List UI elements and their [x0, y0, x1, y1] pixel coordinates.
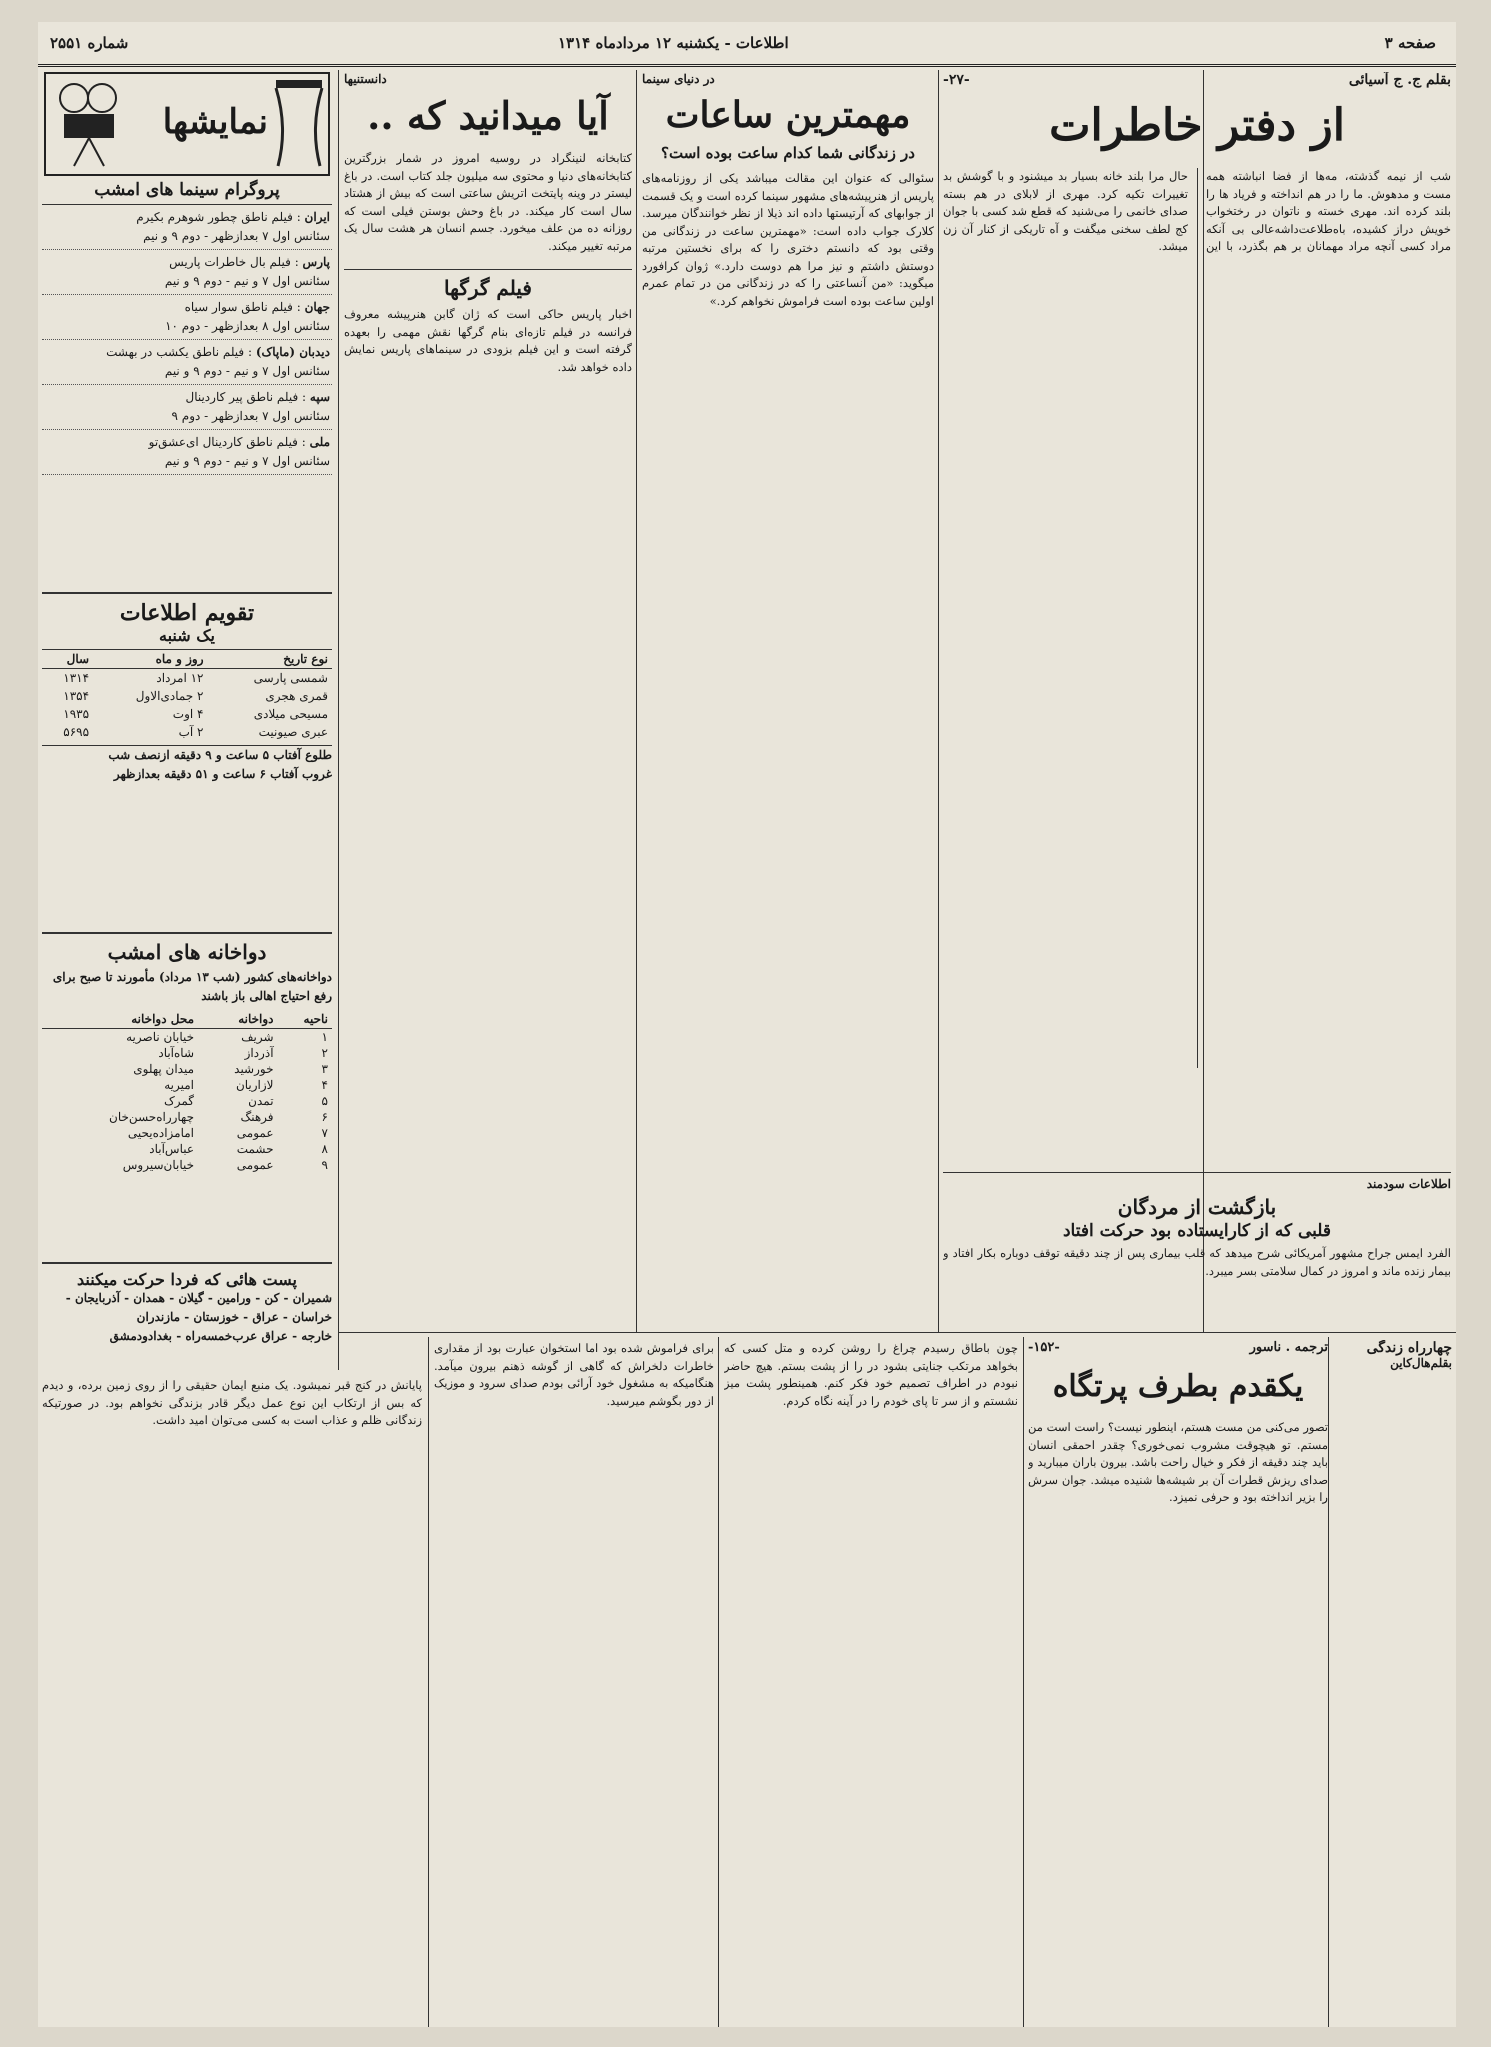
pharmacy-note: دواخانه‌های کشور (شب ۱۳ مرداد) مأمورند تا صبح برای رفع احتیاج اهالی باز باشند	[52, 970, 332, 1003]
bottom-column-text: پایانش در کنج قبر نمیشود. یک منبع ایمان حقیقی را از روی زمین برده، و دیدم که بس از ارتکاب این نوع عمل دیگر قادر بزندگی نخواهم بود. در صورتیکه زندگانی ظلم و عذاب است به کسی می‌توان امید داشت.	[42, 1378, 422, 1427]
program-title: پروگرام سینما های امشب	[42, 180, 332, 205]
column-rule	[938, 70, 939, 1332]
pharmacy-cell: خیابان ناصریه	[126, 1030, 195, 1044]
table-row	[42, 1125, 332, 1141]
pharmacy-cell: تمدن	[248, 1094, 274, 1108]
cinema-film: فیلم ناطق کاردینال ای‌عشق‌تو	[148, 435, 298, 449]
facts-body: کتابخانه لنینگراد در روسیه امروز در شمار بزرگترین کتابخانه‌های دنیا و محتوی سه میلیون جلد کتاب است. در باغ لیستر در وینه پایتخت اتریش ساعتی است که بیش از هشتاد سال است کار میکند. در باغ وحش بوستن فیلی است که روزانه ده من علف میخورد. جسم انسان هر هشت سال یک مرتبه تغییر میکند.	[344, 151, 632, 253]
story-section: چهارراه زندگی	[1366, 1340, 1452, 1356]
newspaper-page	[38, 22, 1456, 2027]
pharmacy-cell: عمومی	[236, 1158, 274, 1172]
cinema-entry: ایران : فیلم ناطق چطور شوهرم بکیرم سئانس اول ۷ بعدازظهر - دوم ۹ و نیم	[42, 205, 332, 250]
cinema-logo	[44, 72, 330, 176]
calendar-header: سال	[66, 652, 90, 666]
column-rule	[338, 70, 339, 1370]
calendar-header: روز و ماه	[155, 652, 204, 666]
cinema-shows: سئانس اول ۷ بعدازظهر - دوم ۹	[171, 409, 330, 423]
calendar-cell: ۱۹۳۵	[63, 707, 90, 721]
cinema-name: ایران	[304, 210, 330, 224]
table-row	[42, 1093, 332, 1109]
clock-subtitle: در زندگانی شما کدام ساعت بوده است؟	[661, 144, 915, 162]
table-row	[42, 687, 332, 705]
memoir-title: از دفتر خاطرات	[1049, 100, 1345, 151]
clock-section: در دنیای سینما	[642, 72, 715, 86]
cinema-film: فیلم ناطق چطور شوهرم بکیرم	[136, 210, 293, 224]
cinema-film: فیلم ناطق یکشب در بهشت	[106, 345, 245, 359]
post-box	[42, 1262, 332, 1346]
pharmacy-cell: خیابان‌سیروس	[122, 1158, 195, 1172]
story-article	[1028, 1340, 1328, 2024]
pharmacy-cell: ۹	[321, 1158, 328, 1172]
pharmacy-title: دواخانه های امشب	[107, 940, 267, 964]
pharmacy-cell: ۱	[321, 1030, 328, 1044]
calendar-cell: ۴ اوت	[172, 707, 204, 721]
cinema-film: فیلم ناطق سوار سیاه	[184, 300, 293, 314]
cinema-logo-label: نمایشها	[162, 102, 268, 142]
pharmacy-cell: شاه‌آباد	[158, 1046, 195, 1060]
pharmacy-cell: ۴	[321, 1078, 328, 1092]
pharmacy-box	[42, 932, 332, 1173]
post-title: پست هائی که فردا حرکت میکنند	[77, 1270, 297, 1289]
table-row	[42, 1141, 332, 1157]
cinema-shows: سئانس اول ۸ بعدازظهر - دوم ۱۰	[165, 319, 330, 333]
story-body: تصور می‌کنی من مست هستم، اینطور نیست؟ راست است من مستم. تو هیچوقت مشروب نمی‌خوری؟ چقدر احمقی انسان باید چند دقیقه از فکر و خیال راحت باشد. بیرون باران میبارید و صدای ریزش قطرات آن بر شیشه‌ها شنیده میشد. جوان سرش را بزیر انداخته بود و حرفی نمیزد.	[1028, 1420, 1328, 1504]
issue-number: شماره ۲۵۵۱	[50, 34, 129, 52]
cinema-film: فیلم بال خاطرات پاریس	[169, 255, 291, 269]
table-row	[42, 1157, 332, 1173]
pharmacy-cell: میدان پهلوی	[133, 1062, 195, 1076]
memoir-byline: بقلم ج. ج آسیائی	[1348, 72, 1451, 88]
column-rule	[1328, 1337, 1329, 2027]
memoir-body: شب از نیمه گذشته، مه‌ها از فضا انباشته همه مست و مدهوش. ما را در هم انداخته و فریاد ها را بلند کرده اند. مهری خسته و ناتوان در رختخواب خویش دراز کشیده، باه‌طلاعت‌داشه‌عالی بی آنکه مراد کسی آنچه مراد مهمانان بر هم بگذرد، با این حال مرا بلند خانه بسیار بد میشنود و با گوشش بد تغییرات تکیه کرد. مهری از لابلای در هم بسته صدای خانمی را می‌شنید که قطع شد کسی با جوان کج لطف سخنی میگفت و آه تاریکی از کنار آن زن میشد.	[943, 169, 1451, 253]
table-row	[42, 1045, 332, 1061]
film-title: فیلم گرگها	[344, 269, 632, 300]
clock-body: سئوالی که عنوان این مقالت میباشد یکی از روزنامه‌های پاریس از هنرپیشه‌های مشهور سینما کرده است و یک قسمت از جوابهای که آرتیستها داده اند ذیلا از نظر خوانندگان میرسد. کلارک جواب داده است: «مهمترین ساعت در زندگانی من وقتی بود که دانستم دختری را که برای نخستین مرتبه دوستش داشتم و نیز مرا هم دوست دارد.» ژوان کرافورد میگوید: «من آنساعتی را که در زندگانی من در تمام عمرم اولین ساعت بوده است فراموش نخواهم کرد.»	[642, 171, 934, 308]
pharmacy-header: ناحیه	[303, 1012, 328, 1026]
calendar-title: تقویم اطلاعات	[119, 600, 255, 626]
cinema-list	[42, 205, 332, 475]
pharmacy-header: دواخانه	[238, 1012, 274, 1026]
facts-article	[344, 72, 632, 1327]
table-row	[42, 723, 332, 741]
cinema-name: سپه	[309, 390, 330, 404]
pharmacy-cell: چهارراه‌حسن‌خان	[109, 1110, 195, 1124]
pharmacy-cell: عمومی	[236, 1126, 274, 1140]
calendar-cell: عبری صیونیت	[258, 725, 328, 739]
table-row	[42, 669, 332, 688]
pharmacy-cell: خورشید	[234, 1062, 274, 1076]
pharmacy-cell: ۳	[321, 1062, 328, 1076]
cinema-program	[42, 180, 332, 475]
pharmacy-cell: لازاریان	[235, 1078, 274, 1092]
calendar-cell: قمری هجری	[265, 689, 328, 703]
facts-title: آیا میدانید که ..	[367, 93, 609, 138]
calendar-cell: ۱۲ امرداد	[156, 671, 204, 685]
pharmacy-cell: حشمت	[236, 1142, 274, 1156]
facts-section: دانستنیها	[344, 72, 387, 86]
projector-icon	[54, 78, 124, 168]
pharmacy-cell: ۶	[321, 1110, 328, 1124]
curtain-icon	[274, 78, 324, 168]
memoir-serial: -۲۷-	[943, 72, 970, 88]
pharmacy-header: محل دواخانه	[131, 1012, 195, 1026]
cinema-entry: پارس : فیلم بال خاطرات پاریس سئانس اول ۷ و نیم - دوم ۹ و نیم	[42, 250, 332, 295]
sunset-line: غروب آفتاب ۶ ساعت و ۵۱ دقیقه بعدازظهر	[113, 767, 332, 781]
cinema-shows: سئانس اول ۷ و نیم - دوم ۹ و نیم	[164, 364, 330, 378]
story-header	[1334, 1340, 1452, 2024]
sunrise-line: طلوع آفتاب ۵ ساعت و ۹ دقیقه ازنصف شب	[42, 745, 332, 765]
calendar-cell: ۵۶۹۵	[63, 725, 90, 739]
cinema-name: پارس	[302, 255, 330, 269]
pharmacy-cell: آذرداز	[244, 1046, 274, 1060]
pharmacy-cell: امیریه	[164, 1078, 195, 1092]
pharmacy-cell: امامزاده‌یحیی	[127, 1126, 195, 1140]
masthead	[38, 22, 1456, 67]
cinema-entry: دیدبان (ماپاک) : فیلم ناطق یکشب در بهشت سئانس اول ۷ و نیم - دوم ۹ و نیم	[42, 340, 332, 385]
pharmacy-cell: ۸	[321, 1142, 328, 1156]
bottom-column-text: برای فراموش شده بود اما استخوان عبارت بود از مقداری خاطرات دلخراش که گاهی از گوشه ذهنم بیرون میآمد. هنگامیکه به مشغول خود آرائی بودم صدای سرود و موزیک از دور بگوشم میرسید.	[434, 1341, 714, 1408]
story-translator: ترجمه . ناسور	[1249, 1340, 1328, 1355]
notice-body: الفرد ایمس جراح مشهور آمریکائی شرح میدهد که قلب بیماری پس از چند دقیقه توقف دوباره بکار افتاد و بیمار زنده ماند و امروز در کمال سلامتی بسر میبرد.	[943, 1246, 1451, 1278]
film-body: اخبار پاریس حاکی است که ژان گابن هنرپیشه معروف فرانسه در فیلم تازه‌ای بنام گرگها نقش مهمی را بعهده گرفته است و این فیلم بزودی در سینماهای پاریس نمایش داده خواهد شد.	[344, 307, 632, 374]
issue-date: اطلاعات - یکشنبه ۱۲ مردادماه ۱۳۱۴	[558, 34, 789, 52]
bottom-column-text: چون باطاق رسیدم چراغ را روشن کرده و متل کسی که بخواهد مرتکب جنایتی بشود در را از پشت بستم. هیچ حاضر نبودم در اطراف تصمیم خود فکر کنم. همینطور پشت میز نشستم و از سر تا پای خودم را در آینه نگاه کردم.	[724, 1341, 1018, 1408]
table-row	[42, 1077, 332, 1093]
column-rule	[636, 70, 637, 1332]
clock-article	[642, 72, 934, 1327]
table-row	[42, 1029, 332, 1046]
clock-title: مهمترین ساعات	[665, 94, 911, 136]
pharmacy-cell: فرهنگ	[240, 1110, 274, 1124]
table-row	[42, 1109, 332, 1125]
story-author: بقلم‌هال‌کاین	[1390, 1356, 1452, 1370]
table-row	[42, 705, 332, 723]
column-rule	[1023, 1337, 1024, 2027]
calendar-table	[42, 649, 332, 741]
bottom-column-3	[42, 1377, 422, 2024]
pharmacy-cell: گمرک	[164, 1094, 195, 1108]
notice-article	[943, 1172, 1451, 1328]
cinema-entry: سپه : فیلم ناطق پیر کاردینال سئانس اول ۷ بعدازظهر - دوم ۹	[42, 385, 332, 430]
story-serial: -۱۵۲-	[1028, 1340, 1060, 1355]
cinema-entry: جهان : فیلم ناطق سوار سیاه سئانس اول ۸ بعدازظهر - دوم ۱۰	[42, 295, 332, 340]
bottom-column-2	[434, 1340, 714, 2024]
cinema-name: دیدبان (ماپاک)	[255, 345, 330, 359]
cinema-entry: ملی : فیلم ناطق کاردینال ای‌عشق‌تو سئانس اول ۷ و نیم - دوم ۹ و نیم	[42, 430, 332, 475]
pharmacy-cell: عباس‌آباد	[149, 1142, 195, 1156]
pharmacy-cell: ۷	[321, 1126, 328, 1140]
calendar-cell: شمسی پارسی	[253, 671, 328, 685]
page-number: صفحه ۳	[1384, 34, 1436, 52]
calendar-cell: ۱۳۱۴	[63, 671, 90, 685]
pharmacy-cell: شریف	[241, 1030, 274, 1044]
cinema-name: ملی	[309, 435, 330, 449]
section-rule	[338, 1332, 1456, 1333]
column-rule	[428, 1337, 429, 2027]
calendar-cell: مسیحی میلادی	[253, 707, 328, 721]
table-row	[42, 1061, 332, 1077]
bottom-column-1	[724, 1340, 1018, 2024]
post-foreign: خارجه - عراق عرب‌خمسه‌راه - بغدادودمشق	[109, 1329, 332, 1343]
notice-tag: اطلاعات سودمند	[1366, 1177, 1451, 1191]
cinema-name: جهان	[304, 300, 330, 314]
calendar-cell: ۱۳۵۴	[63, 689, 90, 703]
listings-column	[42, 72, 332, 1372]
calendar-box	[42, 592, 332, 784]
column-rule	[718, 1337, 719, 2027]
cinema-film: فیلم ناطق پیر کاردینال	[185, 390, 299, 404]
calendar-cell: ۲ جمادی‌الاول	[135, 689, 204, 703]
cinema-shows: سئانس اول ۷ و نیم - دوم ۹ و نیم	[164, 454, 330, 468]
notice-title: بازگشت از مردگان	[1117, 1195, 1277, 1219]
calendar-day: یک شنبه	[159, 626, 215, 645]
pharmacy-cell: ۲	[321, 1046, 328, 1060]
calendar-header: نوع تاریخ	[283, 652, 328, 666]
memoir-article	[943, 72, 1451, 1072]
cinema-shows: سئانس اول ۷ و نیم - دوم ۹ و نیم	[164, 274, 330, 288]
pharmacy-table	[42, 1010, 332, 1173]
cinema-shows: سئانس اول ۷ بعدازظهر - دوم ۹ و نیم	[143, 229, 330, 243]
notice-subtitle: قلبی که از کارایستاده بود حرکت افتاد	[1062, 1221, 1332, 1241]
story-title: یکقدم بطرف پرتگاه	[1052, 1369, 1304, 1404]
post-body: شمیران - کن - ورامین - گیلان - همدان - آذربایجان - خراسان - عراق - خوزستان - مازندران	[65, 1291, 332, 1324]
calendar-cell: ۲ آب	[178, 725, 204, 739]
pharmacy-cell: ۵	[321, 1094, 328, 1108]
